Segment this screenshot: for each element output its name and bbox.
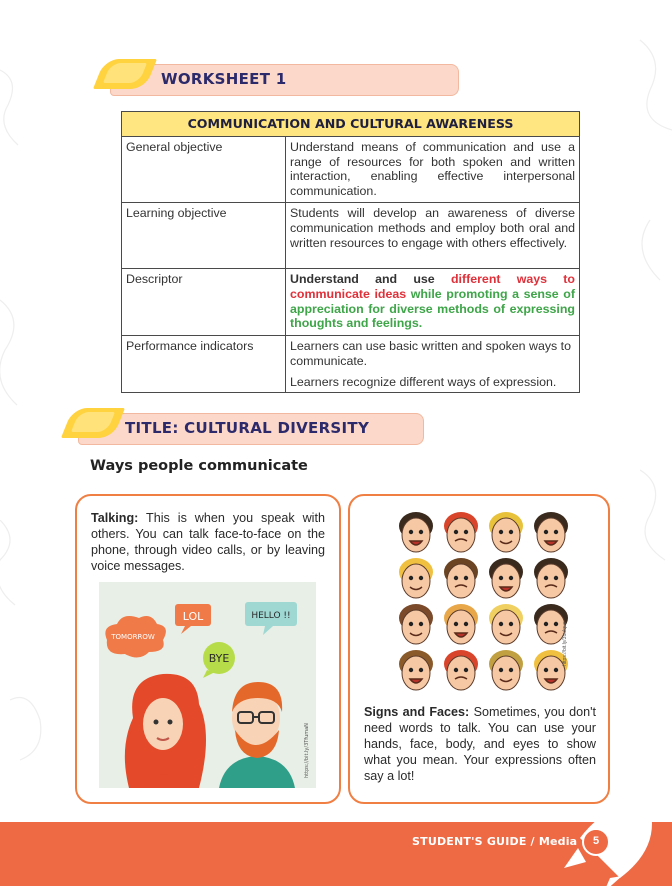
face-icon: [444, 650, 478, 690]
descriptor-red-text: different ways to communicate ideas: [290, 271, 575, 301]
face-icon: [489, 650, 523, 690]
bubble-hello-text: HELLO !!: [251, 611, 291, 621]
face-icon: [489, 512, 523, 552]
bubble-bye-text: BYE: [208, 652, 230, 665]
talking-card: [75, 494, 341, 804]
worksheet-title: WORKSHEET 1: [161, 70, 287, 88]
footer-bar: [0, 822, 672, 886]
section-title: TITLE: CULTURAL DIVERSITY: [125, 419, 370, 437]
footer-separator: /: [526, 835, 539, 848]
indicator-2: Learners recognize different ways of expression.: [290, 374, 557, 389]
descriptor-black-text: Understand and use: [290, 271, 435, 286]
row-label: Descriptor: [122, 268, 286, 335]
row-value: [286, 268, 580, 335]
section-subtitle: Ways people communicate: [90, 458, 308, 474]
worksheet-banner: [110, 64, 459, 96]
footer-guide: STUDENT'S GUIDE: [412, 835, 527, 848]
talking-image-credit: https://bit.ly/3TfumaN: [304, 723, 310, 778]
row-value: Understand means of communication and use a range of resources for both spoken and written interaction, enabling effective interpersonal communication.: [286, 136, 580, 202]
face-icon: [534, 512, 568, 552]
row-label: Performance indicators: [122, 335, 286, 392]
table-row: [122, 202, 580, 268]
face-icon: [534, 558, 568, 598]
signs-description: Sometimes, you don't need words to talk. You can use your hands, face, body, and eyes to show what you mean. Your expressions often say a lot!: [364, 705, 596, 783]
descriptor-green-text: while promoting a sense of appreciation for diverse methods of expressing thoughts and feelings.: [290, 286, 575, 331]
signs-image-credit: https://bit.ly/3bulque: [562, 621, 568, 666]
row-value: Students will develop an awareness of diverse communication methods and employ both oral and written resources to engage with others effectively.: [286, 202, 580, 268]
bubble-lol-text: LOL: [182, 610, 204, 623]
bubble-tomorrow-text: TOMORROW: [111, 633, 155, 641]
table-row: [122, 136, 580, 202]
talking-description: This is when you speak with others. You can talk face-to-face on the phone, through video calls, or by leaving voice messages.: [91, 511, 325, 573]
woman-icon: [125, 674, 206, 788]
row-value: [286, 335, 580, 392]
rocket-icon: [560, 808, 660, 888]
indicator-1: Learners can use basic written and spoken ways to communicate.: [290, 338, 572, 368]
face-icon: [399, 650, 433, 690]
talking-term: Talking:: [91, 511, 139, 525]
table-header-row: [122, 112, 580, 137]
face-icon: [489, 558, 523, 598]
talking-illustration: [99, 582, 316, 788]
face-icon: [489, 604, 523, 644]
footer-subject: Media: [538, 835, 578, 848]
row-label: General objective: [122, 136, 286, 202]
talking-text: [91, 510, 325, 574]
face-icon: [444, 558, 478, 598]
table-row: [122, 268, 580, 335]
table-row: [122, 335, 580, 392]
signs-term: Signs and Faces:: [364, 705, 470, 719]
face-icon: [399, 512, 433, 552]
face-icon: [399, 558, 433, 598]
face-icon: [444, 512, 478, 552]
row-label: Learning objective: [122, 202, 286, 268]
face-icon: [399, 604, 433, 644]
signs-text: [364, 704, 596, 784]
signs-faces-card: [348, 494, 610, 804]
table-header: COMMUNICATION AND CULTURAL AWARENESS: [122, 112, 580, 137]
page-number: 5: [585, 830, 607, 852]
footer-label: [412, 835, 577, 848]
objectives-table: [121, 111, 580, 393]
cultural-diversity-banner: [78, 413, 424, 445]
face-icon: [444, 604, 478, 644]
faces-illustration: [394, 508, 574, 698]
